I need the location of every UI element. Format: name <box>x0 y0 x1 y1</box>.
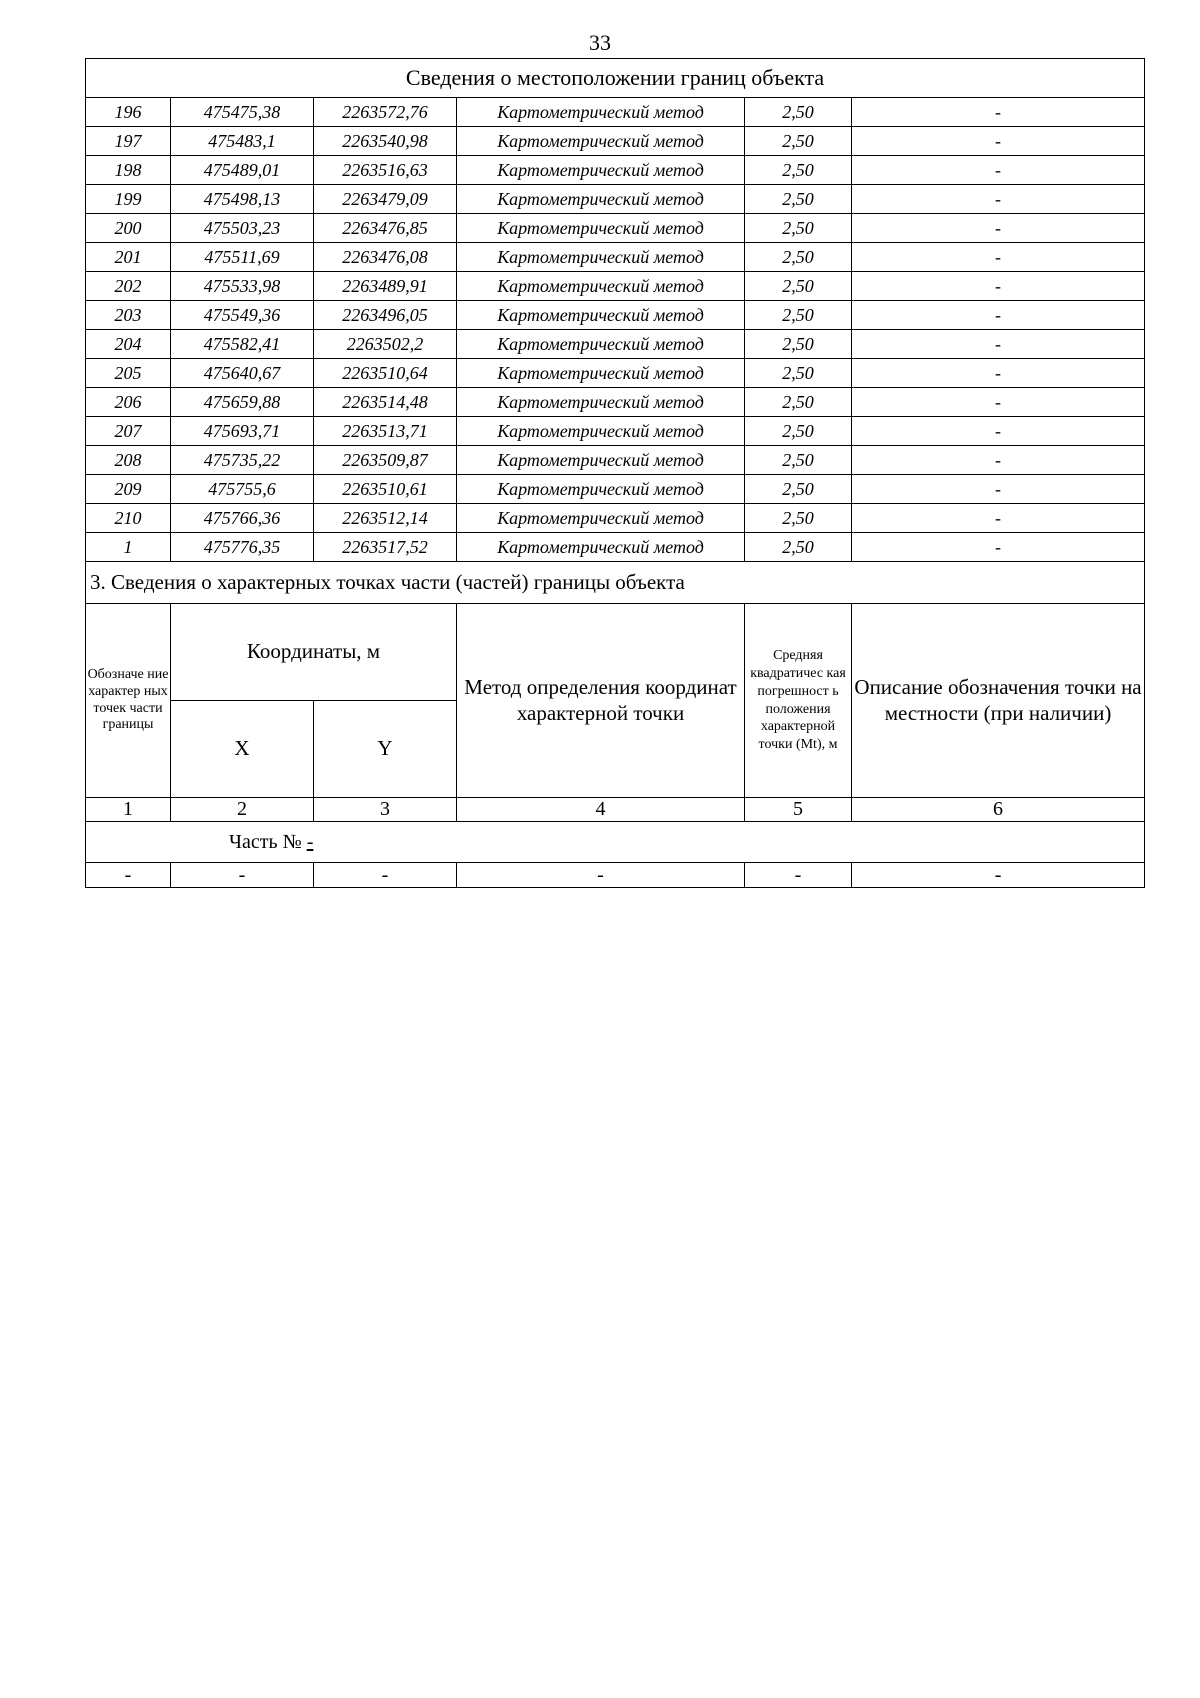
description-cell: - <box>852 185 1145 214</box>
y-coordinate-cell: 2263476,85 <box>314 214 457 243</box>
point-number-cell: 206 <box>86 388 171 417</box>
point-number-cell: 196 <box>86 98 171 127</box>
method-cell: Картометрический метод <box>457 359 745 388</box>
y-coordinate-cell: 2263510,64 <box>314 359 457 388</box>
description-cell: - <box>852 388 1145 417</box>
table-row <box>86 446 1145 475</box>
y-coordinate-cell: 2263517,52 <box>314 533 457 562</box>
column-numbers-row <box>86 798 1145 822</box>
x-coordinate-cell: 475503,23 <box>171 214 314 243</box>
method-cell: Картометрический метод <box>457 98 745 127</box>
part-row <box>86 822 1145 863</box>
method-cell: Картометрический метод <box>457 475 745 504</box>
section-3-row <box>86 562 1145 604</box>
x-coordinate-cell: 475489,01 <box>171 156 314 185</box>
y-coordinate-cell: 2263572,76 <box>314 98 457 127</box>
method-cell: Картометрический метод <box>457 243 745 272</box>
point-number-cell: 205 <box>86 359 171 388</box>
description-cell: - <box>852 98 1145 127</box>
point-number-cell: 198 <box>86 156 171 185</box>
description-cell: - <box>852 446 1145 475</box>
x-coordinate-cell: 475659,88 <box>171 388 314 417</box>
method-cell: Картометрический метод <box>457 504 745 533</box>
method-cell: Картометрический метод <box>457 272 745 301</box>
x-coordinate-cell: 475776,35 <box>171 533 314 562</box>
table-row <box>86 359 1145 388</box>
table-row <box>86 388 1145 417</box>
method-cell: Картометрический метод <box>457 330 745 359</box>
point-number-cell: 1 <box>86 533 171 562</box>
part-label: Часть № <box>229 830 302 853</box>
x-coordinate-cell: 475640,67 <box>171 359 314 388</box>
y-coordinate-cell: 2263512,14 <box>314 504 457 533</box>
empty-cell: - <box>745 863 852 888</box>
mt-cell: 2,50 <box>745 533 852 562</box>
description-cell: - <box>852 243 1145 272</box>
x-coordinate-cell: 475735,22 <box>171 446 314 475</box>
description-cell: - <box>852 127 1145 156</box>
y-coordinate-cell: 2263502,2 <box>314 330 457 359</box>
column-number: 6 <box>852 798 1145 822</box>
column-number: 5 <box>745 798 852 822</box>
method-header: Метод определения координат характерной точки <box>457 604 745 798</box>
x-coordinate-cell: 475582,41 <box>171 330 314 359</box>
mt-cell: 2,50 <box>745 504 852 533</box>
point-number-cell: 199 <box>86 185 171 214</box>
x-coordinate-cell: 475549,36 <box>171 301 314 330</box>
description-cell: - <box>852 475 1145 504</box>
method-cell: Картометрический метод <box>457 156 745 185</box>
mt-cell: 2,50 <box>745 127 852 156</box>
method-cell: Картометрический метод <box>457 417 745 446</box>
empty-cell: - <box>171 863 314 888</box>
mt-cell: 2,50 <box>745 214 852 243</box>
mt-cell: 2,50 <box>745 359 852 388</box>
table-row <box>86 533 1145 562</box>
method-cell: Картометрический метод <box>457 127 745 156</box>
part-cell <box>86 822 1145 863</box>
designation-header: Обозначе ние характер ных точек части границы <box>86 604 171 798</box>
y-coordinate-cell: 2263489,91 <box>314 272 457 301</box>
description-cell: - <box>852 301 1145 330</box>
table-row <box>86 156 1145 185</box>
boundary-table <box>85 58 1145 888</box>
y-coordinate-cell: 2263514,48 <box>314 388 457 417</box>
method-cell: Картометрический метод <box>457 185 745 214</box>
mt-cell: 2,50 <box>745 98 852 127</box>
y-coordinate-cell: 2263476,08 <box>314 243 457 272</box>
x-coordinate-cell: 475533,98 <box>171 272 314 301</box>
empty-cell: - <box>86 863 171 888</box>
x-coordinate-cell: 475511,69 <box>171 243 314 272</box>
empty-data-row <box>86 863 1145 888</box>
x-coordinate-cell: 475693,71 <box>171 417 314 446</box>
method-cell: Картометрический метод <box>457 446 745 475</box>
x-coordinate-cell: 475766,36 <box>171 504 314 533</box>
y-coordinate-cell: 2263540,98 <box>314 127 457 156</box>
x-coordinate-cell: 475475,38 <box>171 98 314 127</box>
table-row <box>86 272 1145 301</box>
description-cell: - <box>852 417 1145 446</box>
y-coordinate-cell: 2263510,61 <box>314 475 457 504</box>
mt-cell: 2,50 <box>745 417 852 446</box>
empty-cell: - <box>852 863 1145 888</box>
empty-cell: - <box>314 863 457 888</box>
description-cell: - <box>852 504 1145 533</box>
mt-cell: 2,50 <box>745 475 852 504</box>
description-cell: - <box>852 330 1145 359</box>
mt-cell: 2,50 <box>745 388 852 417</box>
table-row <box>86 98 1145 127</box>
mt-cell: 2,50 <box>745 330 852 359</box>
table-row <box>86 417 1145 446</box>
column-number: 4 <box>457 798 745 822</box>
column-number: 3 <box>314 798 457 822</box>
header-row-1 <box>86 604 1145 701</box>
table-title-row <box>86 59 1145 98</box>
description-cell: - <box>852 272 1145 301</box>
y-coordinate-cell: 2263479,09 <box>314 185 457 214</box>
table-title: Сведения о местоположении границ объекта <box>86 59 1145 98</box>
point-number-cell: 197 <box>86 127 171 156</box>
description-cell: - <box>852 359 1145 388</box>
description-cell: - <box>852 214 1145 243</box>
method-cell: Картометрический метод <box>457 388 745 417</box>
mt-cell: 2,50 <box>745 272 852 301</box>
empty-cell: - <box>457 863 745 888</box>
point-number-cell: 209 <box>86 475 171 504</box>
table-row <box>86 127 1145 156</box>
x-coordinate-cell: 475755,6 <box>171 475 314 504</box>
y-coordinate-cell: 2263516,63 <box>314 156 457 185</box>
point-number-cell: 200 <box>86 214 171 243</box>
point-number-cell: 203 <box>86 301 171 330</box>
table-row <box>86 243 1145 272</box>
description-header: Описание обозначения точки на местности (при наличии) <box>852 604 1145 798</box>
table-row <box>86 214 1145 243</box>
point-number-cell: 207 <box>86 417 171 446</box>
point-number-cell: 201 <box>86 243 171 272</box>
part-value: - <box>306 830 314 853</box>
section-3-title: 3. Сведения о характерных точках части (частей) границы объекта <box>86 562 1145 604</box>
column-number: 1 <box>86 798 171 822</box>
mt-cell: 2,50 <box>745 156 852 185</box>
description-cell: - <box>852 533 1145 562</box>
mt-cell: 2,50 <box>745 301 852 330</box>
mt-header: Средняя квадратичес кая погрешност ь положения характерной точки (Mt), м <box>745 604 852 798</box>
table-row <box>86 330 1145 359</box>
column-number: 2 <box>171 798 314 822</box>
point-number-cell: 202 <box>86 272 171 301</box>
method-cell: Картометрический метод <box>457 214 745 243</box>
x-coordinate-cell: 475483,1 <box>171 127 314 156</box>
point-number-cell: 210 <box>86 504 171 533</box>
method-cell: Картометрический метод <box>457 533 745 562</box>
table-row <box>86 301 1145 330</box>
table-row <box>86 185 1145 214</box>
x-coordinate-cell: 475498,13 <box>171 185 314 214</box>
y-coordinate-cell: 2263513,71 <box>314 417 457 446</box>
mt-cell: 2,50 <box>745 243 852 272</box>
point-number-cell: 208 <box>86 446 171 475</box>
coordinates-header: Координаты, м <box>171 604 457 701</box>
mt-cell: 2,50 <box>745 446 852 475</box>
y-header: Y <box>314 701 457 798</box>
table-row <box>86 504 1145 533</box>
point-number-cell: 204 <box>86 330 171 359</box>
mt-cell: 2,50 <box>745 185 852 214</box>
description-cell: - <box>852 156 1145 185</box>
y-coordinate-cell: 2263509,87 <box>314 446 457 475</box>
x-header: X <box>171 701 314 798</box>
y-coordinate-cell: 2263496,05 <box>314 301 457 330</box>
page-number: 33 <box>589 30 611 55</box>
table-row <box>86 475 1145 504</box>
method-cell: Картометрический метод <box>457 301 745 330</box>
